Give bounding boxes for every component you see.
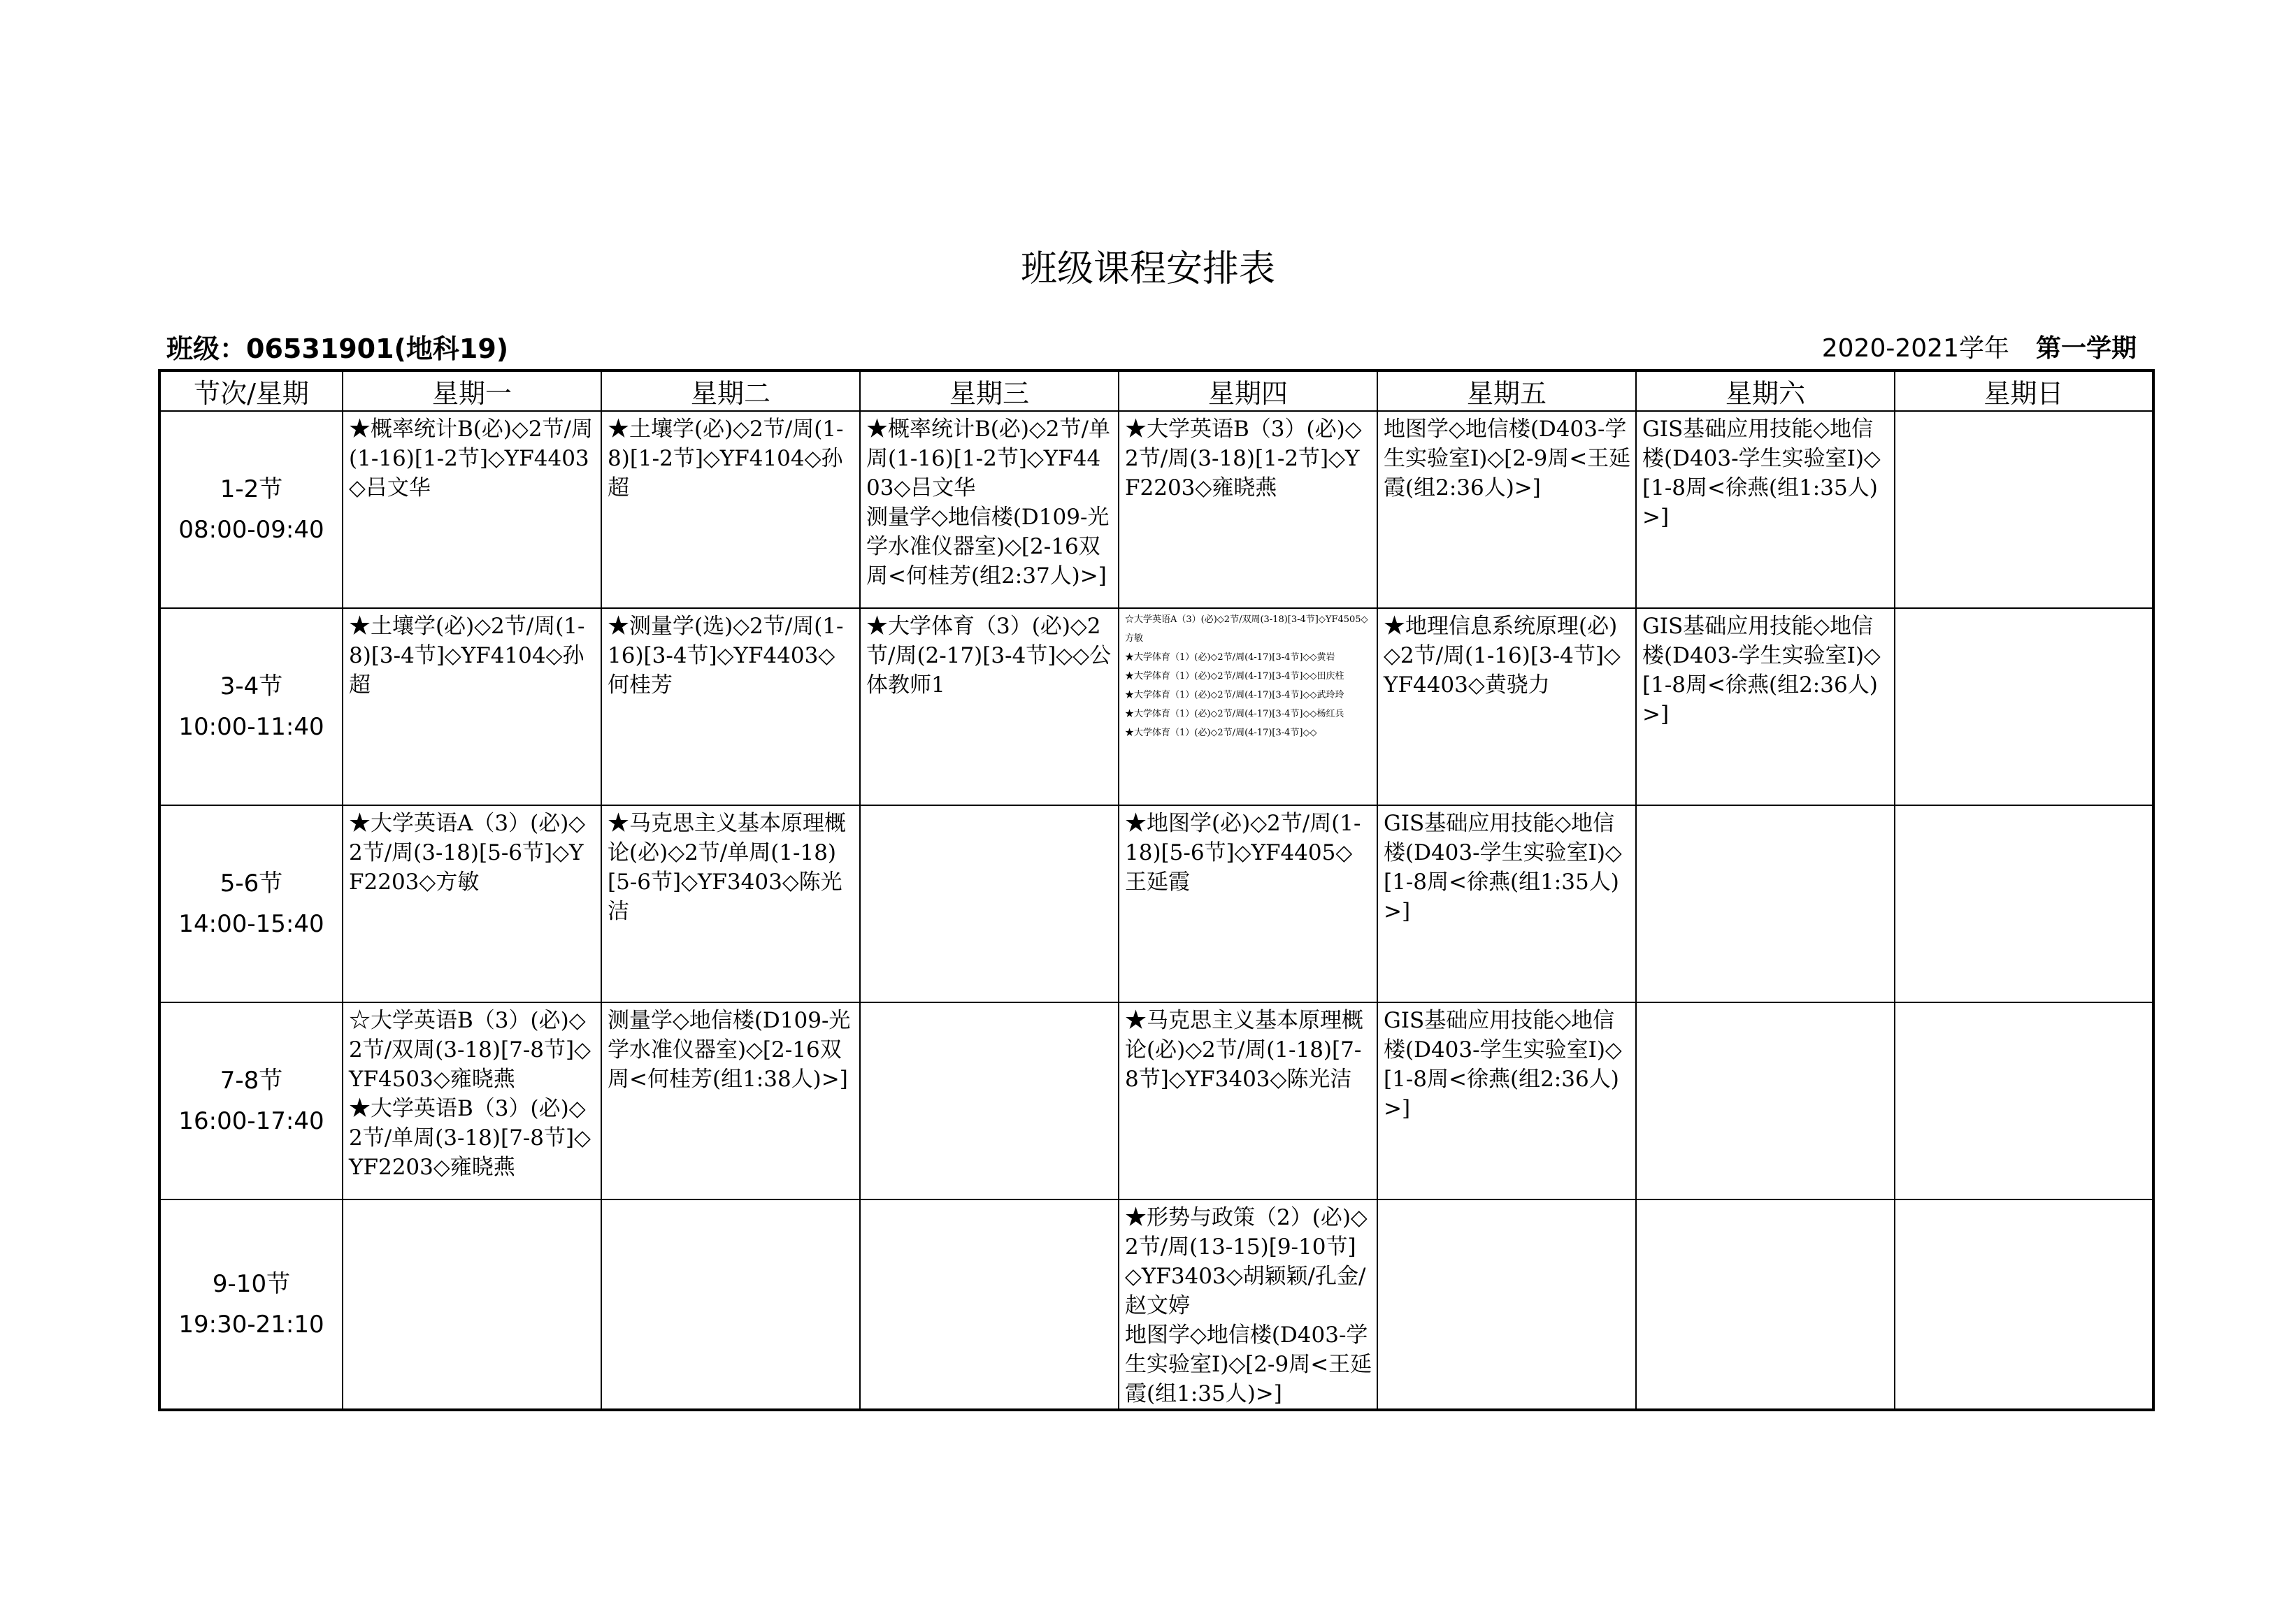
course-cell (1895, 608, 2153, 805)
course-cell: ★地理信息系统原理(必)◇2节/周(1-16)[3-4节]◇YF4403◇黄骁力 (1377, 608, 1636, 805)
course-cell (1636, 805, 1895, 1002)
period-label: 1-2节 (220, 475, 283, 503)
schedule-table (158, 369, 2155, 1411)
period-time: 10:00-11:40 (178, 713, 324, 741)
period-time: 14:00-15:40 (178, 910, 324, 938)
course-cell: ★形势与政策（2）(必)◇2节/周(13-15)[9-10节]◇YF3403◇胡颖颖/孔金/赵文婷 地图学◇地信楼(D403-学生实验室Ⅰ)◇[2-9周<王延霞(组1:35人)>] (1119, 1199, 1377, 1410)
header-thursday: 星期四 (1119, 370, 1377, 411)
course-cell: ★大学英语B（3）(必)◇2节/周(3-18)[1-2节]◇YF2203◇雍晓燕 (1119, 411, 1377, 608)
course-cell: ★概率统计B(必)◇2节/单周(1-16)[1-2节]◇YF4403◇吕文华 测量学◇地信楼(D109-光学水准仪器室)◇[2-16双周<何桂芳(组2:37人)>] (860, 411, 1119, 608)
course-cell: ★大学体育（3）(必)◇2节/周(2-17)[3-4节]◇◇公体教师1 (860, 608, 1119, 805)
header-saturday: 星期六 (1636, 370, 1895, 411)
period-cell (159, 805, 343, 1002)
course-cell: ★概率统计B(必)◇2节/周(1-16)[1-2节]◇YF4403◇吕文华 (343, 411, 601, 608)
header-tuesday: 星期二 (601, 370, 860, 411)
period-time: 08:00-09:40 (178, 516, 324, 544)
period-label: 5-6节 (220, 870, 283, 898)
course-cell (1895, 805, 2153, 1002)
course-cell (1636, 1002, 1895, 1199)
course-cell (1377, 1199, 1636, 1410)
period-label: 9-10节 (212, 1270, 291, 1298)
course-cell (1895, 411, 2153, 608)
class-info: 班级：06531901(地科19) (166, 333, 509, 364)
table-row (159, 411, 2153, 608)
header-period: 节次/星期 (159, 370, 343, 411)
course-cell: ★马克思主义基本原理概论(必)◇2节/周(1-18)[7-8节]◇YF3403◇陈光洁 (1119, 1002, 1377, 1199)
course-cell (860, 805, 1119, 1002)
course-cell: GIS基础应用技能◇地信楼(D403-学生实验室Ⅰ)◇[1-8周<徐燕(组1:35人)>] (1377, 805, 1636, 1002)
course-cell: ★测量学(选)◇2节/周(1-16)[3-4节]◇YF4403◇何桂芳 (601, 608, 860, 805)
period-label: 7-8节 (220, 1067, 283, 1095)
course-cell: ★土壤学(必)◇2节/周(1-8)[1-2节]◇YF4104◇孙超 (601, 411, 860, 608)
header-friday: 星期五 (1377, 370, 1636, 411)
course-cell: GIS基础应用技能◇地信楼(D403-学生实验室Ⅰ)◇[1-8周<徐燕(组1:35人)>] (1636, 411, 1895, 608)
period-time: 19:30-21:10 (178, 1311, 324, 1339)
period-cell (159, 1199, 343, 1410)
course-cell: ★大学英语A（3）(必)◇2节/周(3-18)[5-6节]◇YF2203◇方敏 (343, 805, 601, 1002)
period-cell (159, 1002, 343, 1199)
course-cell (860, 1002, 1119, 1199)
course-cell: ★土壤学(必)◇2节/周(1-8)[3-4节]◇YF4104◇孙超 (343, 608, 601, 805)
page-title: 班级课程安排表 (1020, 248, 1275, 290)
period-label: 3-4节 (220, 672, 283, 700)
header-row (159, 370, 2153, 411)
term-info (1822, 329, 2137, 364)
course-cell (601, 1199, 860, 1410)
period-time: 16:00-17:40 (178, 1107, 324, 1135)
course-cell: 测量学◇地信楼(D109-光学水准仪器室)◇[2-16双周<何桂芳(组1:38人)>] (601, 1002, 860, 1199)
table-row (159, 1199, 2153, 1410)
period-cell (159, 411, 343, 608)
academic-year: 2020-2021学年 (1821, 334, 2009, 363)
table-row (159, 1002, 2153, 1199)
course-cell: GIS基础应用技能◇地信楼(D403-学生实验室Ⅰ)◇[1-8周<徐燕(组2:36人)>] (1377, 1002, 1636, 1199)
course-cell (1895, 1002, 2153, 1199)
course-cell: ★地图学(必)◇2节/周(1-18)[5-6节]◇YF4405◇王延霞 (1119, 805, 1377, 1002)
course-cell: ★马克思主义基本原理概论(必)◇2节/单周(1-18)[5-6节]◇YF3403◇陈光洁 (601, 805, 860, 1002)
course-cell (860, 1199, 1119, 1410)
course-cell (343, 1199, 601, 1410)
header-monday: 星期一 (343, 370, 601, 411)
course-cell (1895, 1199, 2153, 1410)
course-cell (1636, 1199, 1895, 1410)
semester: 第一学期 (2035, 334, 2137, 363)
table-row (159, 608, 2153, 805)
table-row (159, 805, 2153, 1002)
header-sunday: 星期日 (1895, 370, 2153, 411)
course-cell: ☆大学英语B（3）(必)◇2节/双周(3-18)[7-8节]◇YF4503◇雍晓燕 ★大学英语B（3）(必)◇2节/单周(3-18)[7-8节]◇YF2203◇雍晓燕 (343, 1002, 601, 1199)
header-wednesday: 星期三 (860, 370, 1119, 411)
course-cell: 地图学◇地信楼(D403-学生实验室Ⅰ)◇[2-9周<王延霞(组2:36人)>] (1377, 411, 1636, 608)
period-cell (159, 608, 343, 805)
course-cell: ☆大学英语A（3）(必)◇2节/双周(3-18)[3-4节]◇YF4505◇方敏 ★大学体育（1）(必)◇2节/周(4-17)[3-4节]◇◇黄岩 ★大学体育（1）(必)◇2节/周(4-17)[3-4节]◇◇田庆柱 ★大学体育（1）(必)◇2节/周(4-17)[3-4节]◇◇武玲玲 ★大学体育（1）(必)◇2节/周(4-17)[3-4节]◇◇杨红兵 ★大学体育（1）(必)◇2节/周(4-17)[3-4节]◇◇ (1119, 608, 1377, 805)
course-cell: GIS基础应用技能◇地信楼(D403-学生实验室Ⅰ)◇[1-8周<徐燕(组2:36人)>] (1636, 608, 1895, 805)
